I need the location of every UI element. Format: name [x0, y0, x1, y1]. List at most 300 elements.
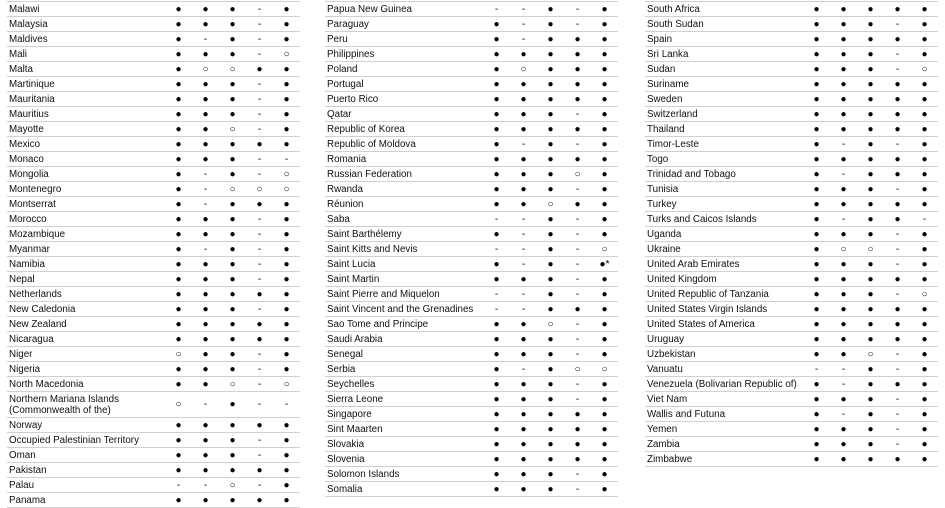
- status-mark: ●: [273, 493, 300, 508]
- status-mark: ●: [510, 407, 537, 422]
- table-row: [645, 362, 938, 377]
- table-row: [645, 122, 938, 137]
- status-mark: ●: [884, 197, 911, 212]
- country-name: Russian Federation: [325, 167, 483, 182]
- status-mark: ●: [165, 17, 192, 32]
- status-mark: ●: [591, 77, 618, 92]
- status-mark: ●: [591, 212, 618, 227]
- status-mark: ●: [857, 212, 884, 227]
- status-mark: -: [192, 478, 219, 493]
- status-mark: -: [564, 347, 591, 362]
- status-mark: ●: [219, 317, 246, 332]
- table-row: [325, 467, 618, 482]
- status-mark: ●: [884, 317, 911, 332]
- status-mark: ●: [273, 287, 300, 302]
- status-mark: ●: [192, 302, 219, 317]
- status-mark: ●: [219, 107, 246, 122]
- status-mark: ●: [165, 137, 192, 152]
- status-mark: ●: [483, 317, 510, 332]
- status-mark: ●: [192, 287, 219, 302]
- status-mark: ●: [483, 257, 510, 272]
- status-mark: ●: [803, 377, 830, 392]
- status-mark: ●: [273, 448, 300, 463]
- status-mark: ●: [591, 437, 618, 452]
- table-row: [645, 407, 938, 422]
- status-mark: ●: [510, 347, 537, 362]
- status-mark: ●: [192, 377, 219, 392]
- status-mark: -: [483, 2, 510, 17]
- status-mark: ●: [564, 302, 591, 317]
- status-mark: ●: [192, 317, 219, 332]
- country-name: Rwanda: [325, 182, 483, 197]
- table-row: [7, 197, 300, 212]
- status-mark: -: [246, 302, 273, 317]
- status-mark: ●: [510, 452, 537, 467]
- status-mark: ●: [911, 437, 938, 452]
- table-row: [7, 182, 300, 197]
- status-mark: ●: [884, 2, 911, 17]
- status-mark: ●: [165, 272, 192, 287]
- table-row: [645, 332, 938, 347]
- table-column-2: [325, 1, 618, 497]
- status-mark: -: [564, 257, 591, 272]
- status-mark: -: [564, 377, 591, 392]
- country-name: Zambia: [645, 437, 803, 452]
- country-name: Réunion: [325, 197, 483, 212]
- table-row: [325, 107, 618, 122]
- status-mark: -: [884, 392, 911, 407]
- status-mark: ●: [483, 272, 510, 287]
- status-mark: ●: [911, 392, 938, 407]
- table-row: [325, 302, 618, 317]
- status-mark: ○: [219, 478, 246, 493]
- status-mark: ●: [564, 47, 591, 62]
- status-mark: ●: [537, 212, 564, 227]
- status-mark: ○: [564, 362, 591, 377]
- status-mark: ●: [591, 302, 618, 317]
- status-mark: ●: [537, 107, 564, 122]
- status-mark: ●: [803, 392, 830, 407]
- table-row: [7, 152, 300, 167]
- status-mark: ●: [911, 47, 938, 62]
- status-mark: ●: [483, 347, 510, 362]
- country-name: Senegal: [325, 347, 483, 362]
- status-mark: ●: [483, 137, 510, 152]
- status-mark: ●: [591, 2, 618, 17]
- status-mark: ●: [911, 317, 938, 332]
- status-mark: ●: [192, 152, 219, 167]
- status-mark: ●: [483, 47, 510, 62]
- status-mark: ●: [273, 227, 300, 242]
- country-name: Papua New Guinea: [325, 2, 483, 17]
- status-mark: -: [510, 257, 537, 272]
- status-mark: ●: [857, 407, 884, 422]
- status-mark: -: [246, 167, 273, 182]
- status-mark: ●: [483, 152, 510, 167]
- status-mark: ●: [219, 242, 246, 257]
- status-mark: -: [192, 242, 219, 257]
- status-mark: ●: [537, 377, 564, 392]
- status-mark: -: [830, 212, 857, 227]
- status-mark: -: [830, 167, 857, 182]
- status-mark: ●: [273, 257, 300, 272]
- status-mark: -: [564, 212, 591, 227]
- status-mark: ●: [192, 227, 219, 242]
- status-mark: ●: [591, 407, 618, 422]
- status-mark: ●: [857, 302, 884, 317]
- status-mark: -: [273, 392, 300, 418]
- table-row: [645, 167, 938, 182]
- status-mark: ○: [219, 377, 246, 392]
- status-mark: ●: [165, 287, 192, 302]
- status-mark: ●: [165, 448, 192, 463]
- status-mark: ●: [483, 437, 510, 452]
- status-mark: -: [192, 32, 219, 47]
- table-row: [645, 452, 938, 467]
- table-row: [645, 242, 938, 257]
- status-mark: ●: [803, 242, 830, 257]
- status-mark: ●: [884, 212, 911, 227]
- status-mark: ●: [219, 77, 246, 92]
- country-table: [7, 1, 300, 508]
- table-row: [325, 407, 618, 422]
- status-mark: ●: [273, 197, 300, 212]
- country-name: United Republic of Tanzania: [645, 287, 803, 302]
- country-name: Martinique: [7, 77, 165, 92]
- table-row: [645, 287, 938, 302]
- status-mark: ●: [483, 362, 510, 377]
- status-mark: ●: [273, 122, 300, 137]
- country-name: Turks and Caicos Islands: [645, 212, 803, 227]
- status-mark: ●: [857, 77, 884, 92]
- status-mark: ●: [510, 92, 537, 107]
- status-mark: ●: [884, 452, 911, 467]
- status-mark: ●: [830, 92, 857, 107]
- status-mark: ●: [273, 107, 300, 122]
- status-mark: ●: [246, 332, 273, 347]
- status-mark: ●: [803, 47, 830, 62]
- status-mark: ●: [830, 452, 857, 467]
- status-mark: ●: [537, 2, 564, 17]
- table-row: [7, 17, 300, 32]
- status-mark: -: [510, 287, 537, 302]
- status-mark: ●: [591, 197, 618, 212]
- status-mark: ●: [537, 92, 564, 107]
- country-name: Uruguay: [645, 332, 803, 347]
- status-mark: ●: [911, 107, 938, 122]
- status-mark: ●: [192, 347, 219, 362]
- status-mark: ●: [165, 2, 192, 17]
- country-name: Sudan: [645, 62, 803, 77]
- country-name: Myanmar: [7, 242, 165, 257]
- status-mark: ●: [219, 257, 246, 272]
- status-mark: ●: [857, 392, 884, 407]
- status-mark: ●: [165, 92, 192, 107]
- table-row: [645, 107, 938, 122]
- status-mark: ●: [483, 182, 510, 197]
- status-mark: ●: [219, 392, 246, 418]
- status-mark: -: [564, 137, 591, 152]
- status-mark: ●: [537, 182, 564, 197]
- status-mark: ●: [857, 137, 884, 152]
- status-mark: ○: [273, 182, 300, 197]
- status-mark: ●: [830, 17, 857, 32]
- status-mark: ●: [803, 302, 830, 317]
- status-mark: ●: [537, 17, 564, 32]
- country-name: Mozambique: [7, 227, 165, 242]
- country-name: Portugal: [325, 77, 483, 92]
- status-mark: -: [884, 182, 911, 197]
- status-mark: ●: [219, 433, 246, 448]
- status-mark: -: [483, 302, 510, 317]
- status-mark: ●: [483, 332, 510, 347]
- country-name: Saint Martin: [325, 272, 483, 287]
- status-mark: ●: [911, 137, 938, 152]
- status-mark: ●: [803, 137, 830, 152]
- status-mark: ●: [273, 272, 300, 287]
- status-mark: ●: [857, 437, 884, 452]
- status-mark: ●: [192, 77, 219, 92]
- status-mark: ●: [884, 377, 911, 392]
- status-mark: ●: [803, 107, 830, 122]
- status-mark: ○: [830, 242, 857, 257]
- status-mark: -: [273, 152, 300, 167]
- status-mark: ●: [273, 463, 300, 478]
- status-mark: ●: [803, 272, 830, 287]
- status-mark: ●: [192, 272, 219, 287]
- status-mark: ●: [273, 242, 300, 257]
- table-row: [325, 482, 618, 497]
- status-mark: ●: [537, 77, 564, 92]
- status-mark: ●: [192, 332, 219, 347]
- country-name: Mongolia: [7, 167, 165, 182]
- status-mark: -: [192, 167, 219, 182]
- country-name: Saint Pierre and Miquelon: [325, 287, 483, 302]
- status-mark: ●: [165, 418, 192, 433]
- status-mark: ●: [219, 167, 246, 182]
- status-mark: -: [246, 2, 273, 17]
- status-mark: ●: [830, 347, 857, 362]
- table-row: [325, 182, 618, 197]
- status-mark: ●: [219, 47, 246, 62]
- status-mark: ●: [564, 152, 591, 167]
- status-mark: ●: [165, 433, 192, 448]
- status-mark: ●: [884, 167, 911, 182]
- status-mark: ●: [830, 62, 857, 77]
- status-mark: -: [884, 287, 911, 302]
- status-mark: ●: [857, 152, 884, 167]
- status-mark: ●: [803, 212, 830, 227]
- status-mark: ●: [803, 227, 830, 242]
- status-mark: ●: [857, 362, 884, 377]
- table-row: [7, 2, 300, 17]
- status-mark: ●: [591, 272, 618, 287]
- country-name: Singapore: [325, 407, 483, 422]
- status-mark: ●: [911, 197, 938, 212]
- status-mark: ●: [591, 227, 618, 242]
- status-mark: ●: [564, 122, 591, 137]
- table-row: [7, 493, 300, 508]
- country-name: Timor-Leste: [645, 137, 803, 152]
- table-row: [325, 257, 618, 272]
- status-mark: ●: [803, 92, 830, 107]
- status-mark: ●: [803, 167, 830, 182]
- status-mark: -: [510, 32, 537, 47]
- status-mark: ●: [273, 137, 300, 152]
- status-mark: ●: [857, 47, 884, 62]
- status-mark: -: [510, 362, 537, 377]
- table-row: [325, 422, 618, 437]
- status-mark: ●: [537, 452, 564, 467]
- status-mark: ●: [510, 422, 537, 437]
- status-mark: ○: [537, 197, 564, 212]
- table-row: [325, 137, 618, 152]
- table-row: [645, 422, 938, 437]
- status-mark: ●: [219, 17, 246, 32]
- status-mark: ●: [803, 287, 830, 302]
- status-mark: ●: [857, 257, 884, 272]
- status-mark: ●: [537, 62, 564, 77]
- status-mark: ●: [564, 77, 591, 92]
- table-row: [325, 287, 618, 302]
- status-mark: ●: [192, 257, 219, 272]
- status-mark: ●: [857, 2, 884, 17]
- country-name: Romania: [325, 152, 483, 167]
- table-row: [645, 302, 938, 317]
- status-mark: ●: [510, 377, 537, 392]
- table-row: [7, 433, 300, 448]
- status-mark: ○: [273, 167, 300, 182]
- status-mark: ●: [483, 62, 510, 77]
- status-mark: ●: [192, 463, 219, 478]
- table-row: [325, 227, 618, 242]
- country-name: Seychelles: [325, 377, 483, 392]
- status-mark: ●: [830, 122, 857, 137]
- table-row: [7, 167, 300, 182]
- status-mark: ●: [273, 302, 300, 317]
- status-mark: ●: [803, 17, 830, 32]
- country-name: South Sudan: [645, 17, 803, 32]
- status-mark: ○: [219, 62, 246, 77]
- status-mark: ●: [510, 392, 537, 407]
- status-mark: ●: [537, 242, 564, 257]
- status-mark: ●: [564, 197, 591, 212]
- table-row: [645, 62, 938, 77]
- table-row: [7, 302, 300, 317]
- table-row: [7, 47, 300, 62]
- status-mark: ●: [857, 272, 884, 287]
- status-mark: -: [246, 77, 273, 92]
- status-mark: ●: [483, 407, 510, 422]
- status-mark: ●: [591, 467, 618, 482]
- status-mark: ●: [273, 77, 300, 92]
- status-mark: ●: [830, 2, 857, 17]
- country-name: Morocco: [7, 212, 165, 227]
- status-mark: ●: [219, 212, 246, 227]
- country-name: Nicaragua: [7, 332, 165, 347]
- table-row: [645, 137, 938, 152]
- status-mark: -: [803, 362, 830, 377]
- country-table: [325, 1, 618, 497]
- status-mark: ●: [273, 92, 300, 107]
- status-mark: ●: [857, 197, 884, 212]
- status-mark: ●: [483, 17, 510, 32]
- status-mark: ●: [830, 227, 857, 242]
- status-mark: ●: [830, 302, 857, 317]
- status-mark: ●: [803, 347, 830, 362]
- country-name: Nigeria: [7, 362, 165, 377]
- table-row: [325, 62, 618, 77]
- status-mark: ●: [273, 212, 300, 227]
- country-name: Sierra Leone: [325, 392, 483, 407]
- status-mark: ●: [911, 242, 938, 257]
- status-mark: ●: [564, 452, 591, 467]
- status-mark: -: [246, 242, 273, 257]
- status-mark: ●: [246, 197, 273, 212]
- country-name: Philippines: [325, 47, 483, 62]
- table-row: [645, 92, 938, 107]
- status-mark: ●: [884, 122, 911, 137]
- status-mark: -: [246, 122, 273, 137]
- country-name: Peru: [325, 32, 483, 47]
- status-mark: ●: [192, 362, 219, 377]
- country-name: Venezuela (Bolivarian Republic of): [645, 377, 803, 392]
- status-mark: ●: [192, 433, 219, 448]
- country-name: New Caledonia: [7, 302, 165, 317]
- status-mark: ●: [219, 272, 246, 287]
- status-mark: ●: [537, 257, 564, 272]
- status-mark: ○: [192, 62, 219, 77]
- status-mark: ●: [537, 47, 564, 62]
- status-mark: ●: [591, 137, 618, 152]
- status-mark: ●: [857, 452, 884, 467]
- status-mark: ●: [273, 433, 300, 448]
- status-mark: ●: [192, 47, 219, 62]
- country-name: Viet Nam: [645, 392, 803, 407]
- country-name: Sint Maarten: [325, 422, 483, 437]
- table-row: [645, 32, 938, 47]
- status-mark: -: [165, 478, 192, 493]
- country-name: Sao Tome and Principe: [325, 317, 483, 332]
- table-row: [645, 152, 938, 167]
- status-mark: ●: [591, 482, 618, 497]
- status-mark: ●: [803, 197, 830, 212]
- status-mark: ●: [165, 302, 192, 317]
- table-row: [325, 77, 618, 92]
- status-mark: ●: [537, 167, 564, 182]
- country-name: United States Virgin Islands: [645, 302, 803, 317]
- status-mark: ●: [219, 32, 246, 47]
- status-mark: ●: [537, 302, 564, 317]
- status-mark: -: [246, 257, 273, 272]
- status-mark: ●: [246, 493, 273, 508]
- country-name: Niger: [7, 347, 165, 362]
- status-mark: -: [884, 242, 911, 257]
- status-mark: ●: [273, 32, 300, 47]
- status-mark: ●: [273, 17, 300, 32]
- status-mark: ●: [884, 92, 911, 107]
- status-mark: ●: [483, 197, 510, 212]
- status-mark: -: [246, 362, 273, 377]
- country-name: Tunisia: [645, 182, 803, 197]
- country-name: Wallis and Futuna: [645, 407, 803, 422]
- country-name: Pakistan: [7, 463, 165, 478]
- status-mark: ●: [591, 332, 618, 347]
- status-mark: ●: [830, 107, 857, 122]
- status-mark: ●: [830, 437, 857, 452]
- status-mark: -: [246, 32, 273, 47]
- table-row: [645, 437, 938, 452]
